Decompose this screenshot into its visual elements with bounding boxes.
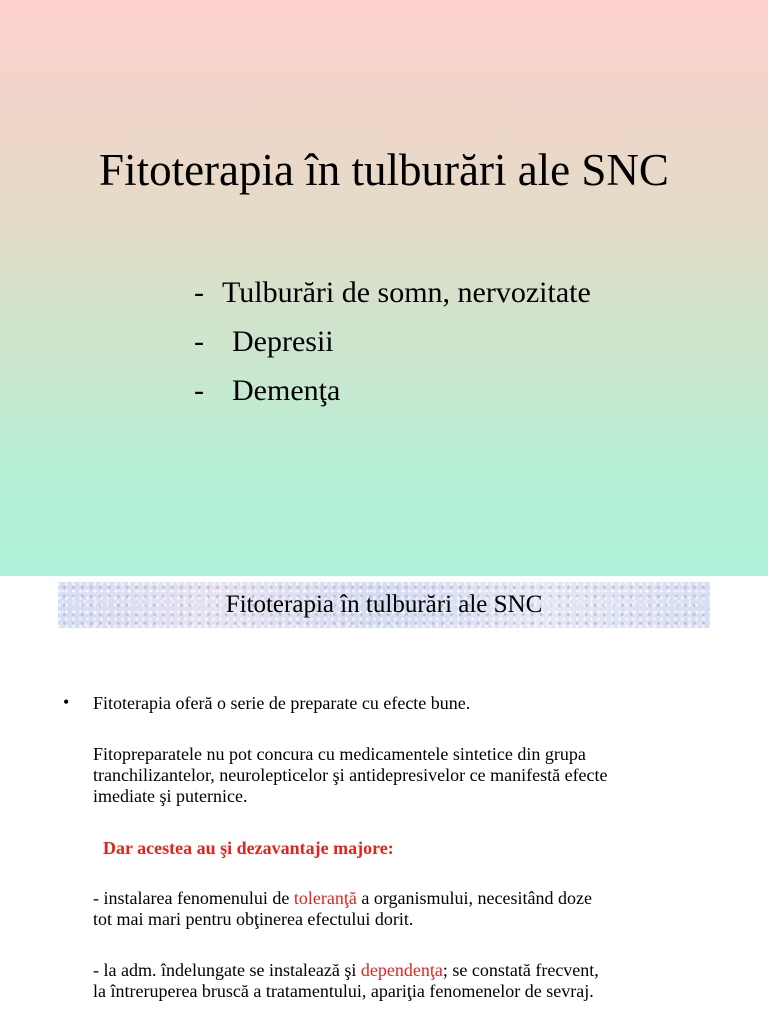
bullet-dot-icon: • <box>63 692 70 712</box>
text-line: Fitopreparatele nu pot concura cu medicamentele sintetice din grupa <box>93 744 586 764</box>
paragraph-intro: Fitoterapia oferă o serie de preparate cu efecte bune. <box>93 693 471 713</box>
highlight-term: toleranţă <box>293 888 357 908</box>
bullet-text: Demenţa <box>232 374 341 407</box>
slide-1-bullet-1 <box>194 276 591 310</box>
text-line: tranchilizantelor, neurolepticelor şi antidepresivelor ce manifestă efecte <box>93 765 608 785</box>
paragraph-comparison <box>93 744 608 807</box>
text-line <box>93 960 599 981</box>
paragraph-disadvantages-heading: Dar acestea au şi dezavantaje majore: <box>103 838 394 858</box>
bullet-text: Depresii <box>232 325 334 358</box>
text-segment: - la adm. îndelungate se instalează şi <box>93 960 361 980</box>
text-line: la întreruperea bruscă a tratamentului, apariţia fenomenelor de sevraj. <box>93 981 594 1001</box>
slide-2 <box>0 576 768 1024</box>
text-segment: ; se constată frecvent, <box>442 960 599 980</box>
text-segment: a organismului, necesitând doze <box>356 888 592 908</box>
bullet-dash: - <box>194 374 204 407</box>
slide-1-title: Fitoterapia în tulburări ale SNC <box>99 145 669 195</box>
text-line: tot mai mari pentru obţinerea efectului dorit. <box>93 909 414 929</box>
text-line: imediate şi puternice. <box>93 786 248 806</box>
slide-1-bullet-3 <box>194 374 340 408</box>
bullet-dash: - <box>194 325 204 358</box>
text-segment: - instalarea fenomenului de <box>93 888 294 908</box>
bullet-dash: - <box>194 276 204 309</box>
slide-1-bullet-2 <box>194 325 334 359</box>
slide-2-title: Fitoterapia în tulburări ale SNC <box>225 591 543 618</box>
bullet-text: Tulburări de somn, nervozitate <box>222 276 591 309</box>
paragraph-tolerance <box>93 888 592 930</box>
text-line <box>93 888 592 909</box>
slide-2-title-bar <box>58 582 710 628</box>
paragraph-dependence <box>93 960 599 1002</box>
highlight-term: dependenţa <box>360 960 443 980</box>
